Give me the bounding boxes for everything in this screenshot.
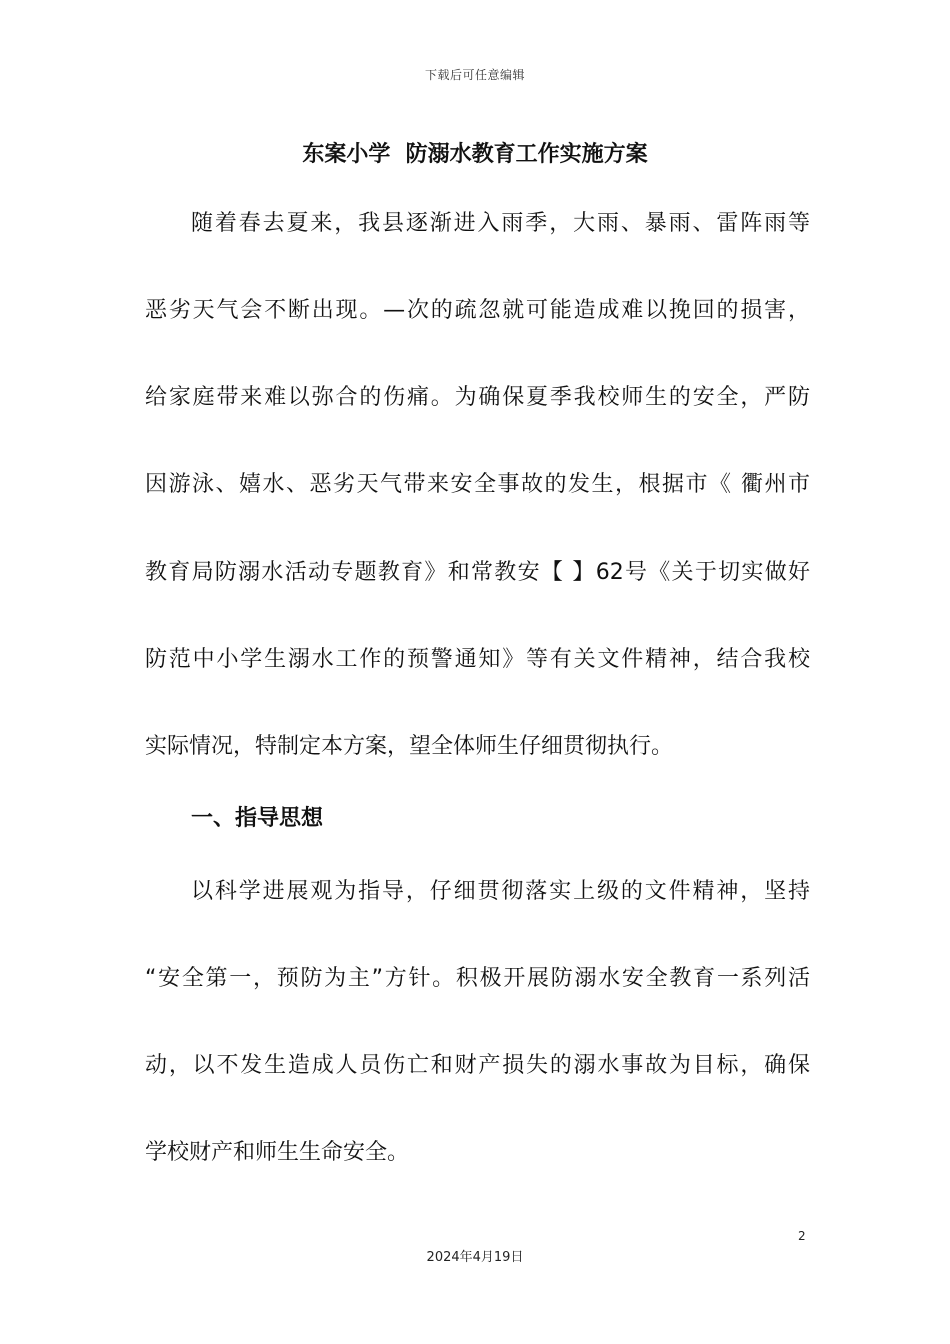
header-note: 下载后可任意编辑 (424, 68, 525, 82)
section1-line-1: 以科学进展观为指导，仔细贯彻落实上级的文件精神，坚持 (191, 879, 810, 904)
intro-line-1: 随着春去夏来，我县逐渐进入雨季，大雨、暴雨、雷阵雨等 (191, 211, 810, 236)
intro-line-3: 给家庭带来难以弥合的伤痛。为确保夏季我校师生的安全，严防 (145, 385, 810, 410)
intro-line-7: 实际情况，特制定本方案，望全体师生仔细贯彻执行。 (145, 734, 674, 759)
intro-line-2: 恶劣天气会不断出现。—次的疏忽就可能造成难以挽回的损害， (145, 298, 810, 323)
section1-line-2: “安全第一，预防为主”方针。积极开展防溺水安全教育一系列活 (145, 966, 810, 991)
footer-date: 2024年4月19日 (426, 1250, 524, 1265)
intro-line-4: 因游泳、嬉水、恶劣天气带来安全事故的发生，根据市《 衢州市 (145, 472, 810, 497)
section1-line-3: 动，以不发生造成人员伤亡和财产损失的溺水事故为目标，确保 (145, 1053, 810, 1078)
section-heading-guiding-thought: 一、指导思想 (191, 806, 324, 831)
intro-line-6: 防范中小学生溺水工作的预警通知》等有关文件精神，结合我校 (145, 647, 810, 672)
section1-line-4: 学校财产和师生生命安全。 (145, 1140, 410, 1165)
page-number: 2 (798, 1229, 806, 1243)
intro-line-5: 教育局防溺水活动专题教育》和常教安【 】62号《关于切实做好 (145, 560, 810, 585)
document-title: 东案小学 防溺水教育工作实施方案 (302, 142, 648, 167)
